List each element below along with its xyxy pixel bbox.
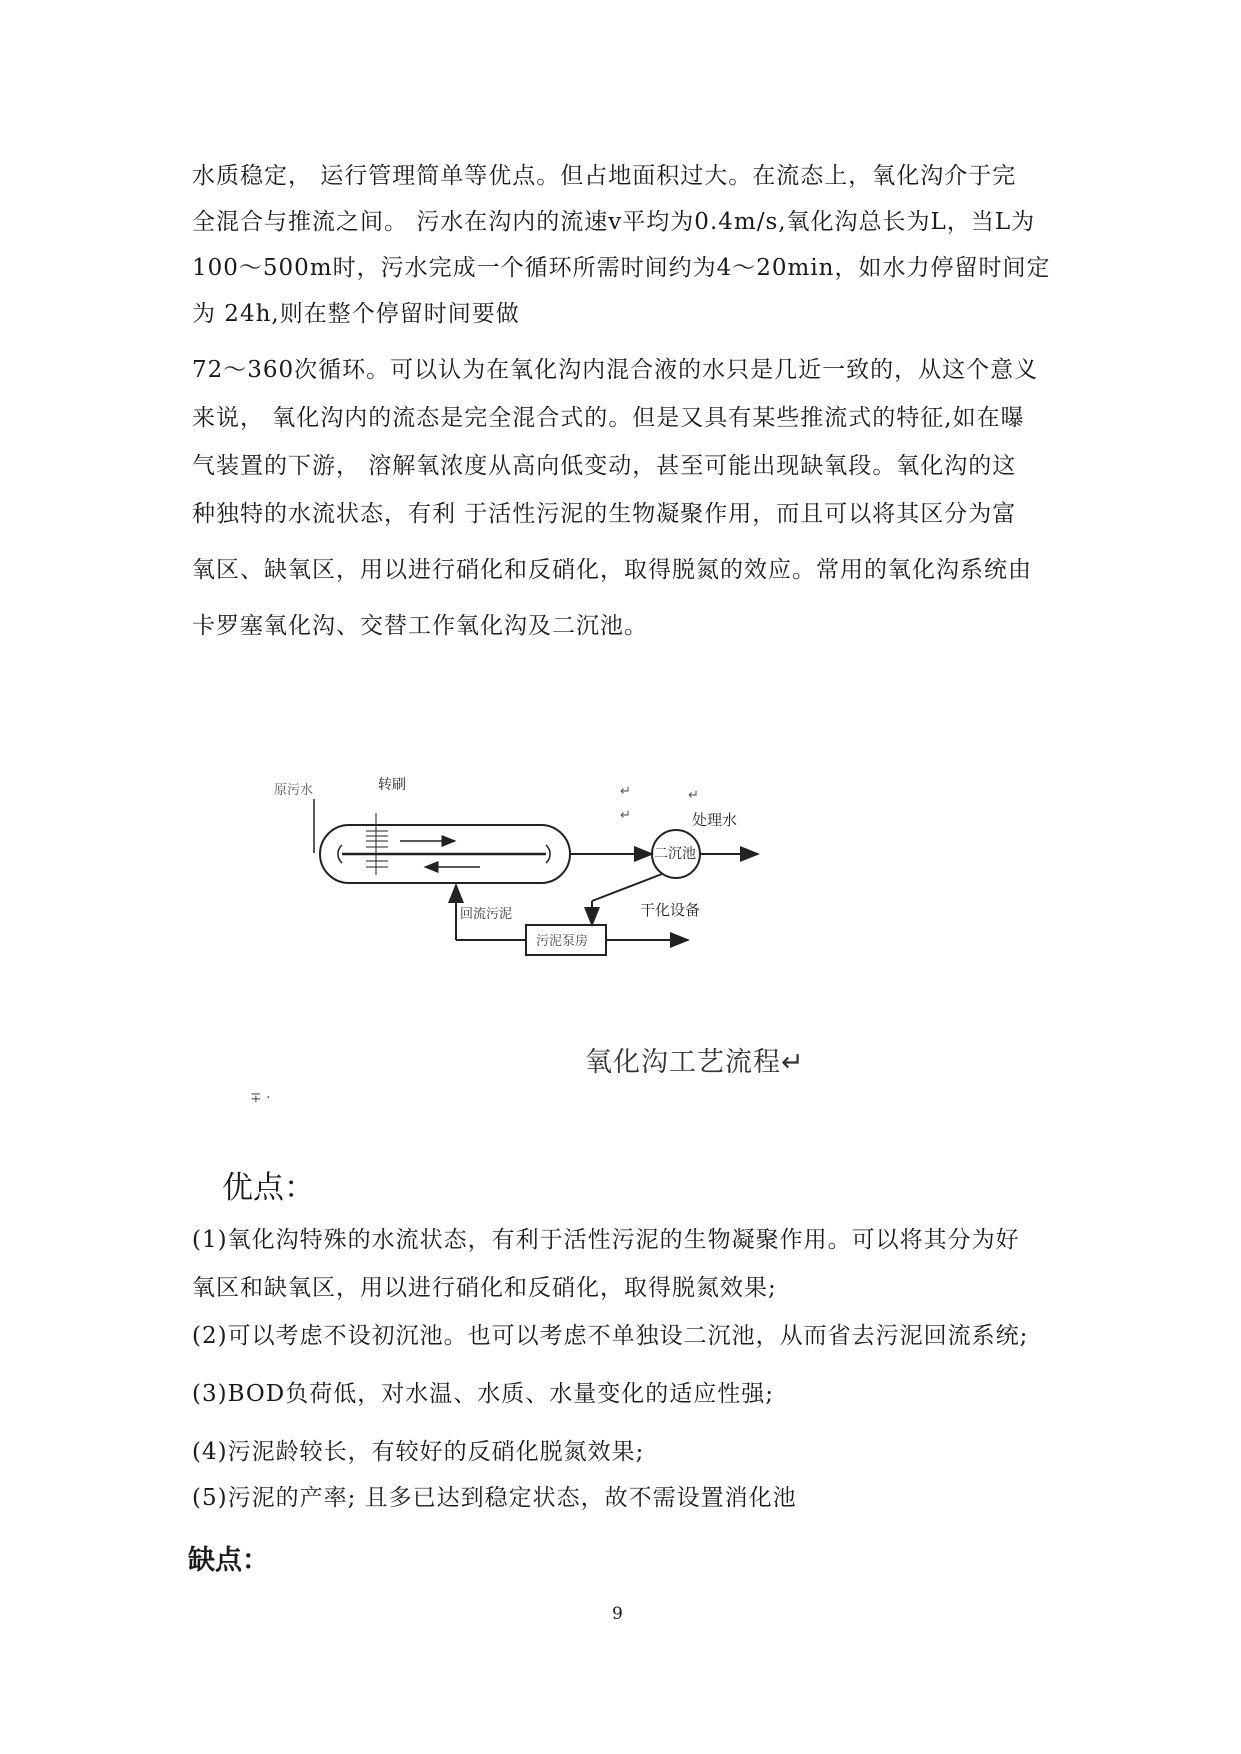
return-mark: ↵: [620, 784, 631, 799]
oxidation-ditch-process-diagram: [274, 775, 840, 990]
raw-water-label: 原污水: [274, 783, 314, 798]
paragraph-line: 来说， 氧化沟内的流态是完全混合式的。但是又具有某些推流式的特征,如在曝: [192, 405, 1025, 431]
ditch-right-arc: [546, 845, 550, 863]
advantages-heading: 优点：: [222, 1170, 315, 1206]
return-mark: ↵: [620, 808, 631, 823]
advantage-item: (4)污泥龄较长，有较好的反硝化脱氮效果;: [192, 1439, 645, 1465]
rotor-brush-icon: [366, 813, 388, 875]
paragraph-line: 100～500m时，污水完成一个循环所需时间约为4～20min，如水力停留时间定: [192, 255, 1051, 281]
paragraph-line: 72～360次循环。可以认为在氧化沟内混合液的水只是几近一致的，从这个意义: [192, 357, 1039, 383]
paragraph-line: 气装置的下游， 溶解氧浓度从高向低变动，甚至可能出现缺氧段。氧化沟的这: [192, 453, 1017, 479]
paragraph-line: 氧区、缺氧区，用以进行硝化和反硝化，取得脱氮的效应。常用的氧化沟系统由: [192, 557, 1032, 583]
clarifier-sludge-line: [592, 874, 662, 901]
paragraph-line: 种独特的水流状态，有利 于活性污泥的生物凝聚作用，而且可以将其区分为富: [192, 501, 1017, 527]
pump-house-label: 污泥泵房: [536, 934, 589, 949]
advantage-item: (1)氧化沟特殊的水流状态，有利于活性污泥的生物凝聚作用。可以将其分为好: [192, 1227, 1020, 1253]
paragraph-line: 水质稳定， 运行管理简单等优点。但占地面积过大。在流态上，氧化沟介于完: [192, 163, 1017, 189]
paragraph-line: 为 24h,则在整个停留时间要做: [192, 301, 520, 327]
return-sludge-label: 回流污泥: [460, 907, 513, 922]
dryer-label: 干化设备: [640, 901, 701, 919]
advantage-item: (2)可以考虑不设初沉池。也可以考虑不单独设二沉池，从而省去污泥回流系统;: [192, 1323, 1029, 1349]
rotor-label: 转刷: [378, 777, 406, 793]
page-number: 9: [612, 1604, 623, 1624]
ditch-left-arc: [338, 845, 342, 863]
stray-mark: ∓ ·: [250, 1090, 271, 1106]
treated-water-label: 处理水: [692, 811, 738, 829]
advantage-item: (5)污泥的产率; 且多已达到稳定状态，故不需设置消化池: [192, 1485, 797, 1511]
clarifier-label: 二沉池: [654, 846, 696, 862]
return-mark: ↵: [688, 788, 699, 803]
paragraph-line: 全混合与推流之间。 污水在沟内的流速v平均为0.4m/s,氧化沟总长为L，当L为: [192, 209, 1036, 235]
paragraph-line: 卡罗塞氧化沟、交替工作氧化沟及二沉池。: [192, 613, 648, 639]
advantage-item: (3)BOD负荷低，对水温、水质、水量变化的适应性强;: [192, 1381, 774, 1407]
advantage-item: 氧区和缺氧区，用以进行硝化和反硝化，取得脱氮效果;: [192, 1275, 777, 1301]
disadvantages-heading: 缺点：: [188, 1545, 269, 1576]
figure-caption: 氧化沟工艺流程↵: [585, 1047, 805, 1078]
